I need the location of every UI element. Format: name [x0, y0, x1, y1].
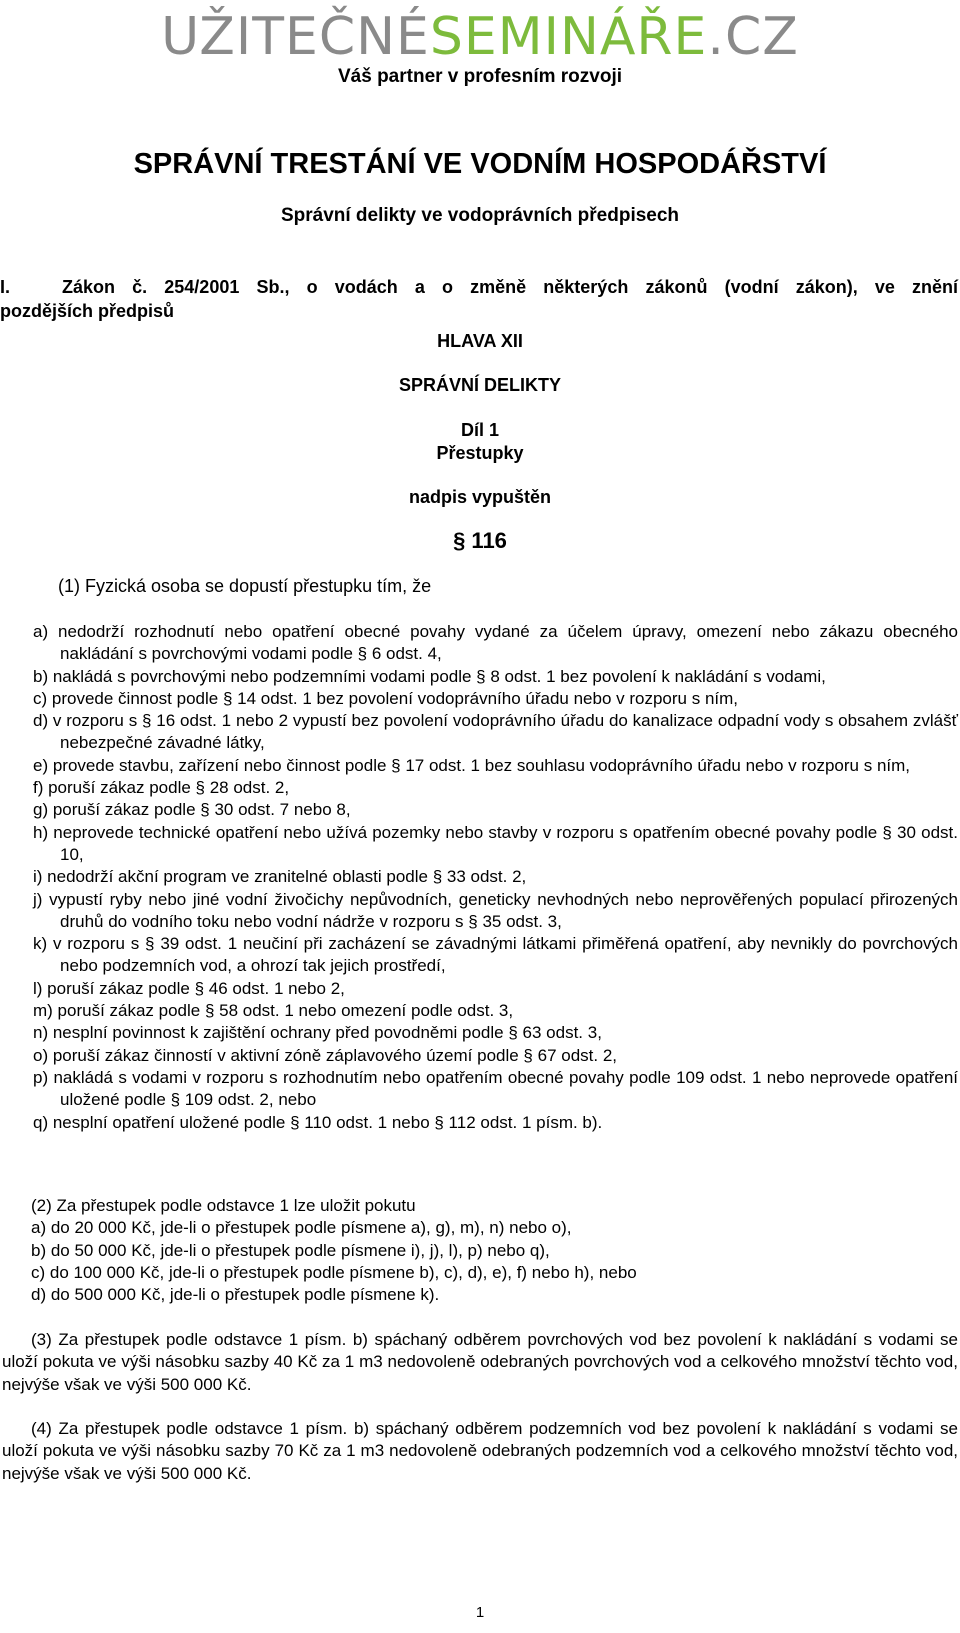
- list-item: d) v rozporu s § 16 odst. 1 nebo 2 vypustí bez povolení vodoprávního úřadu do kanalizace odpadní vody s obsahem zvlášť nebezpečné závadné látky,: [33, 711, 958, 753]
- list-item: m) poruší zákaz podle § 58 odst. 1 nebo omezení podle odst. 3,: [33, 1001, 514, 1021]
- list-item: n) nesplní povinnost k zajištění ochrany před povodněmi podle § 63 odst. 3,: [33, 1023, 602, 1043]
- logo-text-mid: SEMINÁŘE: [429, 7, 708, 67]
- document-subtitle: Správní delikty ve vodoprávních předpisech: [280, 205, 680, 226]
- paragraph-2-lead: (2) Za přestupek podle odstavce 1 lze uložit pokutu: [31, 1196, 416, 1215]
- logo-text-main: UŽITEČNÉ: [161, 7, 430, 67]
- list-item: o) poruší zákaz činností v aktivní zóně záplavového území podle § 67 odst. 2,: [33, 1045, 618, 1065]
- offence-list: [2, 621, 958, 1134]
- law-title-line2: pozdějších předpisů: [0, 301, 175, 321]
- fine-line: b) do 50 000 Kč, jde-li o přestupek podle písmene i), j), l), p) nebo q),: [31, 1240, 550, 1260]
- list-item: p) nakládá s vodami v rozporu s rozhodnutím nebo opatřením obecné povahy podle 109 odst. 1 nebo neprovede opatření uložené podle § 109 odst. 2, nebo: [33, 1067, 958, 1110]
- site-logo[interactable]: [0, 6, 960, 68]
- heading-dil: Díl 1: [460, 420, 499, 440]
- list-item: f) poruší zákaz podle § 28 odst. 2,: [33, 778, 290, 798]
- law-title-line1: Zákon č. 254/2001 Sb., o vodách a o změně některých zákonů (vodní zákon), ve znění: [62, 277, 958, 297]
- fine-line: a) do 20 000 Kč, jde-li o přestupek podle písmene a), g), m), n) nebo o),: [31, 1218, 572, 1238]
- tagline: Váš partner v profesním rozvoji: [337, 66, 623, 87]
- law-number: I.: [0, 277, 11, 297]
- page-number: 1: [475, 1604, 485, 1621]
- logo-text-end: .CZ: [707, 7, 799, 67]
- paragraph-1-intro: (1) Fyzická osoba se dopustí přestupku tím, že: [58, 576, 432, 596]
- heading-prestupky: Přestupky: [436, 443, 524, 463]
- paragraph-2: [2, 1195, 958, 1306]
- list-item: h) neprovede technické opatření nebo užívá pozemky nebo stavby v rozporu s opatřením obecné povahy podle § 30 odst. 10,: [33, 822, 958, 864]
- heading-nadpis-vypusten: nadpis vypuštěn: [408, 487, 552, 507]
- list-item: e) provede stavbu, zařízení nebo činnost podle § 17 odst. 1 bez souhlasu vodoprávního úřadu nebo v rozporu s ním,: [33, 755, 911, 775]
- list-item: c) provede činnost podle § 14 odst. 1 bez povolení vodoprávního úřadu nebo v rozporu s ním,: [33, 688, 739, 708]
- document-title: SPRÁVNÍ TRESTÁNÍ VE VODNÍM HOSPODÁŘSTVÍ: [133, 148, 827, 180]
- fine-line: d) do 500 000 Kč, jde-li o přestupek podle písmene k).: [31, 1285, 440, 1305]
- list-item: l) poruší zákaz podle § 46 odst. 1 nebo 2,: [33, 978, 345, 998]
- list-item: q) nesplní opatření uložené podle § 110 odst. 1 nebo § 112 odst. 1 písm. b).: [33, 1112, 603, 1132]
- heading-hlava: HLAVA XII: [437, 331, 523, 351]
- list-item: g) poruší zákaz podle § 30 odst. 7 nebo 8,: [33, 800, 351, 820]
- list-item: i) nedodrží akční program ve zranitelné oblasti podle § 33 odst. 2,: [33, 867, 527, 887]
- list-item: b) nakládá s povrchovými nebo podzemními vodami podle § 8 odst. 1 bez povolení k nakládání s vodami,: [33, 666, 826, 686]
- paragraph-3: (3) Za přestupek podle odstavce 1 písm. b) spáchaný odběrem povrchových vod bez povolení k nakládání s vodami se uloží pokuta ve výši násobku sazby 40 Kč za 1 m3 nedovoleně odebraných povrchových vod a celkového množství těchto vod, nejvýše však ve výši 500 000 Kč.: [2, 1330, 958, 1394]
- fine-line: c) do 100 000 Kč, jde-li o přestupek podle písmene b), c), d), e), f) nebo h), nebo: [31, 1262, 637, 1282]
- paragraph-4: (4) Za přestupek podle odstavce 1 písm. b) spáchaný odběrem podzemních vod bez povolení k nakládání s vodami se uloží pokuta ve výši násobku sazby 70 Kč za 1 m3 nedovoleně odebraných podzemních vod a celkového množství těchto vod, nejvýše však ve výši 500 000 Kč.: [2, 1419, 958, 1483]
- heading-spravni-delikty: SPRÁVNÍ DELIKTY: [398, 375, 562, 395]
- list-item: a) nedodrží rozhodnutí nebo opatření obecné povahy vydané za účelem úpravy, omezení nebo zákazu obecného nakládání s povrchovými vodami podle § 6 odst. 4,: [33, 622, 958, 664]
- section-number: § 116: [453, 528, 507, 553]
- list-item: k) v rozporu s § 39 odst. 1 neučiní při zacházení se závadnými látkami přiměřená opatření, aby nevnikly do povrchových nebo podzemních vod, a ohrozí tak jejich prostředí,: [33, 934, 958, 976]
- list-item: j) vypustí ryby nebo jiné vodní živočichy nepůvodních, geneticky nevhodných nebo neprověřených populací přirozených druhů do vodního toku nebo vodní nádrže v rozporu s § 35 odst. 3,: [33, 889, 958, 931]
